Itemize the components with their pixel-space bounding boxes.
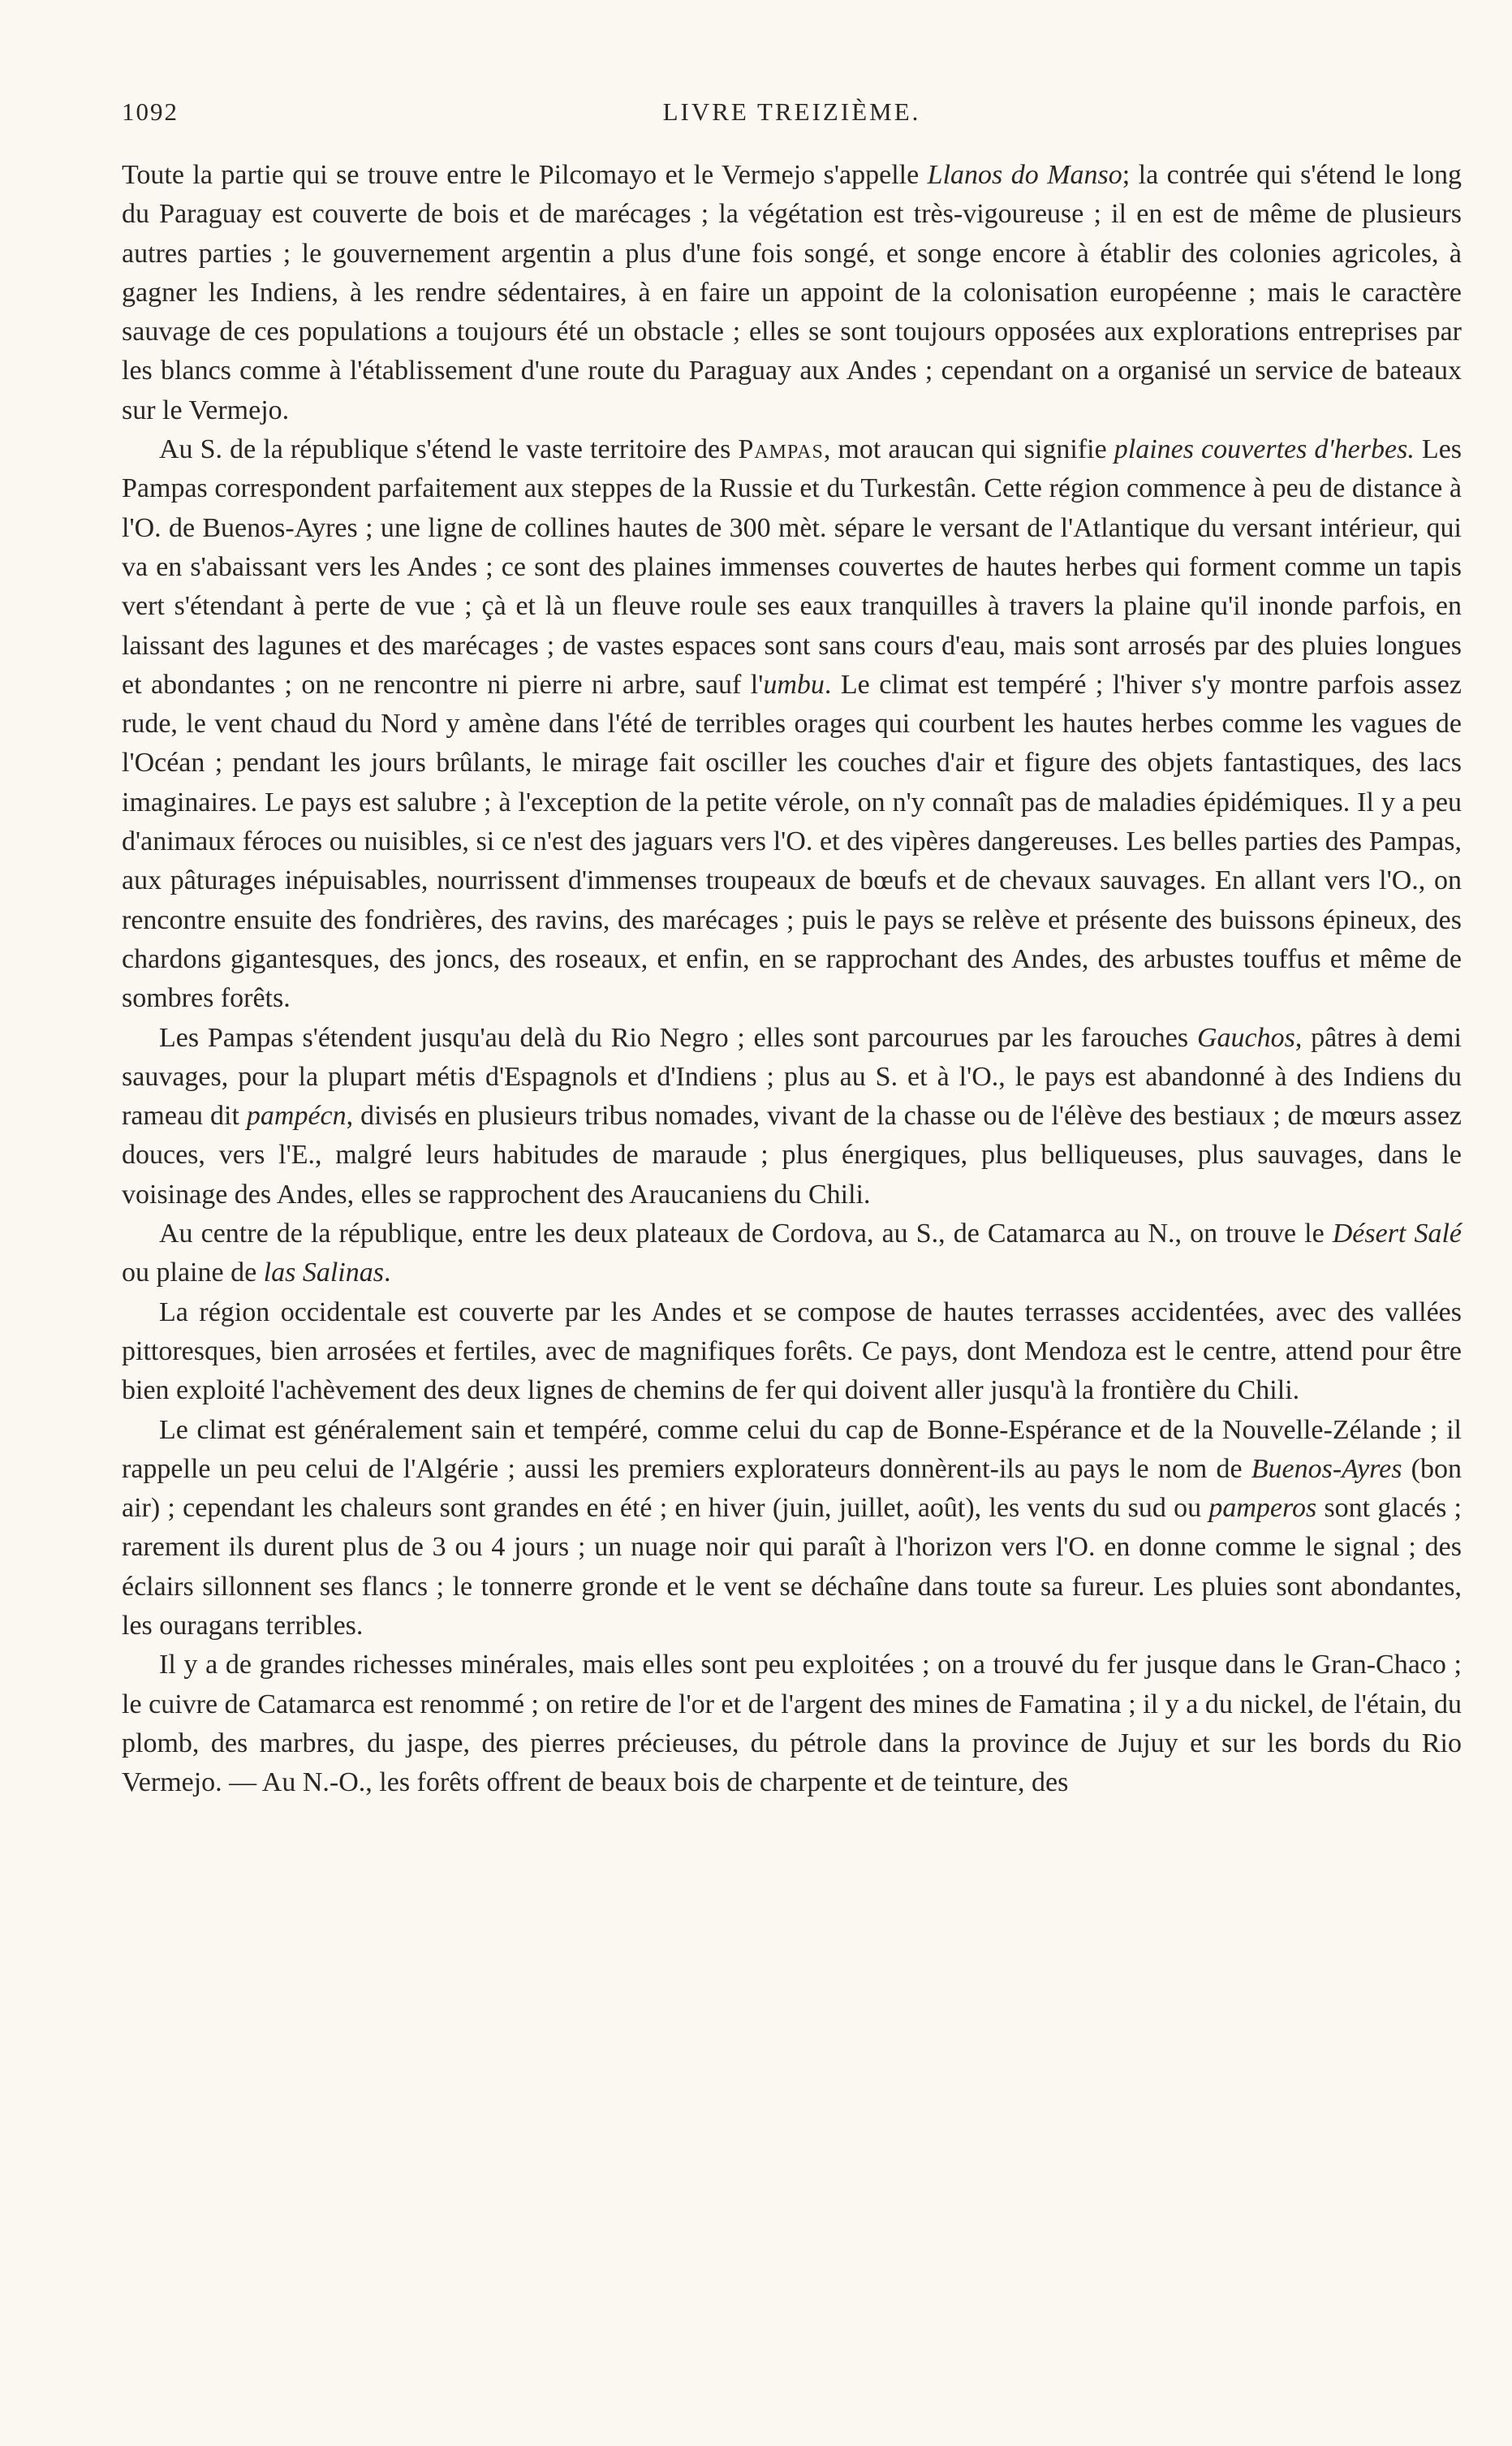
text-run: Toute la partie qui se trouve entre le Pilcomayo et le Vermejo s'appelle <box>122 160 928 190</box>
text-run: , divisés en plusieurs tribus nomades, vivant de la chasse ou de l'élève des bestiaux ; de mœurs assez douces, vers l'E., malgré leurs habitudes de maraude ; plus énergiques, plus belliqueuses, plus sauvages, dans le voisinage des Andes, elles se rapprochent des Araucaniens du Chili. <box>122 1101 1462 1210</box>
italic-text: pamperos <box>1208 1493 1317 1524</box>
text-run: . Le climat est tempéré ; l'hiver s'y montre parfois assez rude, le vent chaud du Nord y amène dans l'été de terribles orages qui courbent les hautes herbes comme les vagues de l'Océan ; pendant les jours brûlants, le mirage fait osciller les couches d'air et figure des objets fantastiques, des lacs imaginaires. Le pays est salubre ; à l'exception de la petite vérole, on n'y connaît pas de maladies épidémiques. Il y a peu d'animaux féroces ou nuisibles, si ce n'est des jaguars vers l'O. et des vipères dangereuses. Les belles parties des Pampas, aux pâturages inépuisables, nourrissent d'immenses troupeaux de bœufs et de chevaux sauvages. En allant vers l'O., on rencontre ensuite des fondrières, des ravins, des marécages ; puis le pays se relève et présente des buissons épineux, des chardons gigantesques, des joncs, des roseaux, et enfin, en se rapprochant des Andes, des arbustes touffus et même de sombres forêts. <box>122 669 1462 1014</box>
text-run: Au S. de la république s'étend le vaste territoire des <box>159 434 739 465</box>
page-header <box>122 97 1462 135</box>
text-run: . <box>383 1258 391 1288</box>
text-run: , pâtres à demi sauvages, pour la plupart métis d'Espagnols et d'Indiens ; plus au S. et à l'O., le pays est abandonné à des Indiens du rameau dit <box>122 1022 1462 1132</box>
paragraph <box>122 1293 1462 1411</box>
page-number: 1092 <box>122 97 179 126</box>
text-run: sont glacés ; rarement ils durent plus de 3 ou 4 jours ; un nuage noir qui paraît à l'horizon vers l'O. en donne comme le signal ; des éclairs sillonnent ses flancs ; le tonnerre gronde et le vent se déchaîne dans toute sa fureur. Les pluies sont abondantes, les ouragans terribles. <box>122 1493 1462 1641</box>
text-run: Les Pampas s'étendent jusqu'au delà du Rio Negro ; elles sont parcourues par les farouches <box>159 1022 1197 1053</box>
paragraph <box>122 430 1462 1018</box>
paragraph <box>122 156 1462 430</box>
paragraph <box>122 1411 1462 1646</box>
text-run: La région occidentale est couverte par les Andes et se compose de hautes terrasses accidentées, avec des vallées pittoresques, bien arrosées et fertiles, avec de magnifiques forêts. Ce pays, dont Mendoza est le centre, attend pour être bien exploité l'achèvement des deux lignes de chemins de fer qui doivent aller jusqu'à la frontière du Chili. <box>122 1296 1462 1406</box>
text-run: (bon air) ; cependant les chaleurs sont grandes en été ; en hiver (juin, juillet, août), les vents du sud ou <box>122 1453 1462 1524</box>
italic-text: umbu <box>763 669 825 700</box>
text-run: Au centre de la république, entre les deux plateaux de Cordova, au S., de Catamarca au N., on trouve le <box>159 1219 1333 1249</box>
body-text <box>122 156 1462 1802</box>
text-run: , mot araucan qui signifie <box>823 434 1114 465</box>
italic-text: plaines couvertes d'herbes. <box>1114 434 1415 465</box>
italic-text: Gauchos <box>1196 1022 1295 1053</box>
paragraph <box>122 1646 1462 1802</box>
italic-text: Buenos-Ayres <box>1251 1453 1402 1484</box>
text-run: Les Pampas correspondent parfaitement aux steppes de la Russie et du Turkestân. Cette région commence à peu de distance à l'O. de Buenos-Ayres ; une ligne de collines hautes de 300 mèt. sépare le versant de l'Atlantique du versant intérieur, qui va en s'abaissant vers les Andes ; ce sont des plaines immenses couvertes de hautes herbes qui forment comme un tapis vert s'étendant à perte de vue ; çà et là un fleuve roule ses eaux tranquilles à travers la plaine qu'il inonde parfois, en laissant des lagunes et des marécages ; de vastes espaces sont sans cours d'eau, mais sont arrosés par des pluies longues et abondantes ; on ne rencontre ni pierre ni arbre, sauf l' <box>122 434 1462 700</box>
text-run: ; la contrée qui s'étend le long du Paraguay est couverte de bois et de marécages ; la végétation est très-vigoureuse ; il en est de même de plusieurs autres parties ; le gouvernement argentin a plus d'une fois songé, et songe encore à établir des colonies agricoles, à gagner les Indiens, à les rendre sédentaires, à en faire un appoint de la colonisation européenne ; mais le caractère sauvage de ces populations a toujours été un obstacle ; elles se sont toujours opposées aux explorations entreprises par les blancs comme à l'établissement d'une route du Paraguay aux Andes ; cependant on a organisé un service de bateaux sur le Vermejo. <box>122 160 1462 425</box>
paragraph <box>122 1019 1462 1214</box>
text-run: Le climat est généralement sain et tempéré, comme celui du cap de Bonne-Espérance et de la Nouvelle-Zélande ; il rappelle un peu celui de l'Algérie ; aussi les premiers explorateurs donnèrent-ils au pays le nom de <box>122 1414 1462 1484</box>
italic-text: las Salinas <box>263 1258 384 1288</box>
italic-text: Désert Salé <box>1332 1219 1462 1249</box>
running-title: LIVRE TREIZIÈME. <box>662 97 921 126</box>
italic-text: Llanos do Manso <box>927 160 1122 190</box>
text-run: ou plaine de <box>122 1258 264 1288</box>
paragraph <box>122 1214 1462 1293</box>
text-run: Il y a de grandes richesses minérales, mais elles sont peu exploitées ; on a trouvé du fer jusque dans le Gran-Chaco ; le cuivre de Catamarca est renommé ; on retire de l'or et de l'argent des mines de Famatina ; il y a du nickel, de l'étain, du plomb, des marbres, du jaspe, des pierres précieuses, du pétrole dans la province de Jujuy et sur les bords du Rio Vermejo. — Au N.-O., les forêts offrent de beaux bois de charpente et de teinture, des <box>122 1650 1462 1798</box>
small-caps-text: Pampas <box>738 434 824 465</box>
italic-text: pampécn <box>246 1101 347 1132</box>
